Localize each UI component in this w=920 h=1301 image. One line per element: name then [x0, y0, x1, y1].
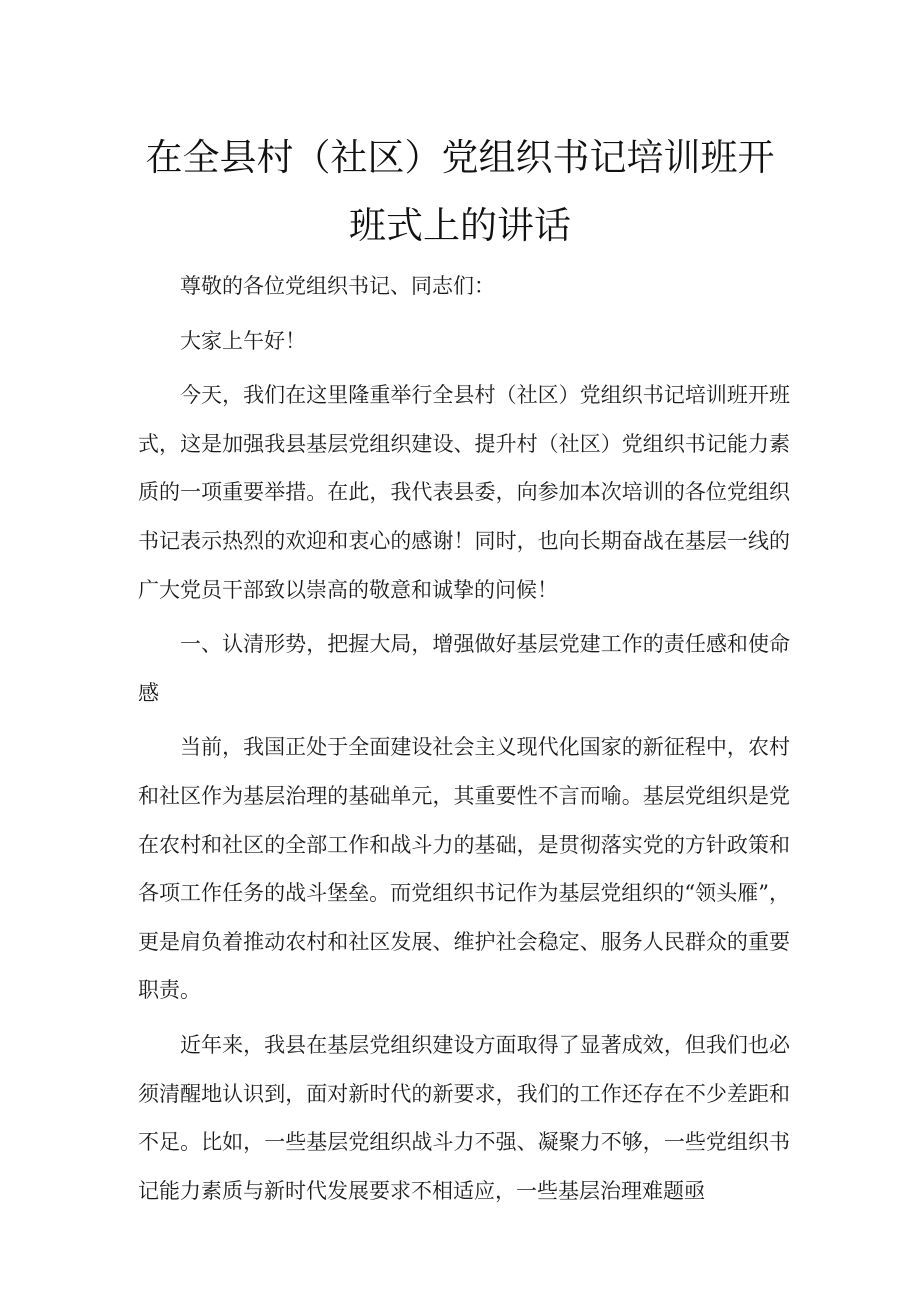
title-line-1: 在全县村（社区）党组织书记培训班开 — [145, 136, 775, 179]
section-heading-1: 一、认清形势，把握大局，增强做好基层党建工作的责任感和使命感 — [138, 632, 790, 705]
greeting: 大家上午好！ — [180, 328, 306, 353]
paragraph-opening: 今天，我们在这里隆重举行全县村（社区）党组织书记培训班开班式，这是加强我县基层党组织建设、提升村（社区）党组织书记能力素质的一项重要举措。在此，我代表县委，向参加本次培训的各位党组织书记表示热烈的欢迎和衷心的感谢！同时，也向长期奋战在基层一线的广大党员干部致以崇高的敬意和诚挚的问候！ — [138, 383, 790, 602]
salutation: 尊敬的各位党组织书记、同志们： — [180, 274, 495, 298]
paragraph-recent-years: 近年来，我县在基层党组织建设方面取得了显著成效，但我们也必须清醒地认识到，面对新时代的新要求，我们的工作还存在不少差距和不足。比如，一些基层党组织战斗力不强、凝聚力不够，一些党组织书记能力素质与新时代发展要求不相适应，一些基层治理难题亟 — [138, 1032, 790, 1203]
title-line-2: 班式上的讲话 — [349, 204, 571, 247]
paragraph-current-situation: 当前，我国正处于全面建设社会主义现代化国家的新征程中，农村和社区作为基层治理的基础单元，其重要性不言而喻。基层党组织是党在农村和社区的全部工作和战斗力的基础，是贯彻落实党的方针政策和各项工作任务的战斗堡垒。而党组织书记作为基层党组织的“领头雁”，更是肩负着推动农村和社区发展、维护社会稳定、服务人民群众的重要职责。 — [138, 735, 790, 1003]
document-title — [120, 124, 800, 260]
document-body — [138, 262, 790, 1215]
